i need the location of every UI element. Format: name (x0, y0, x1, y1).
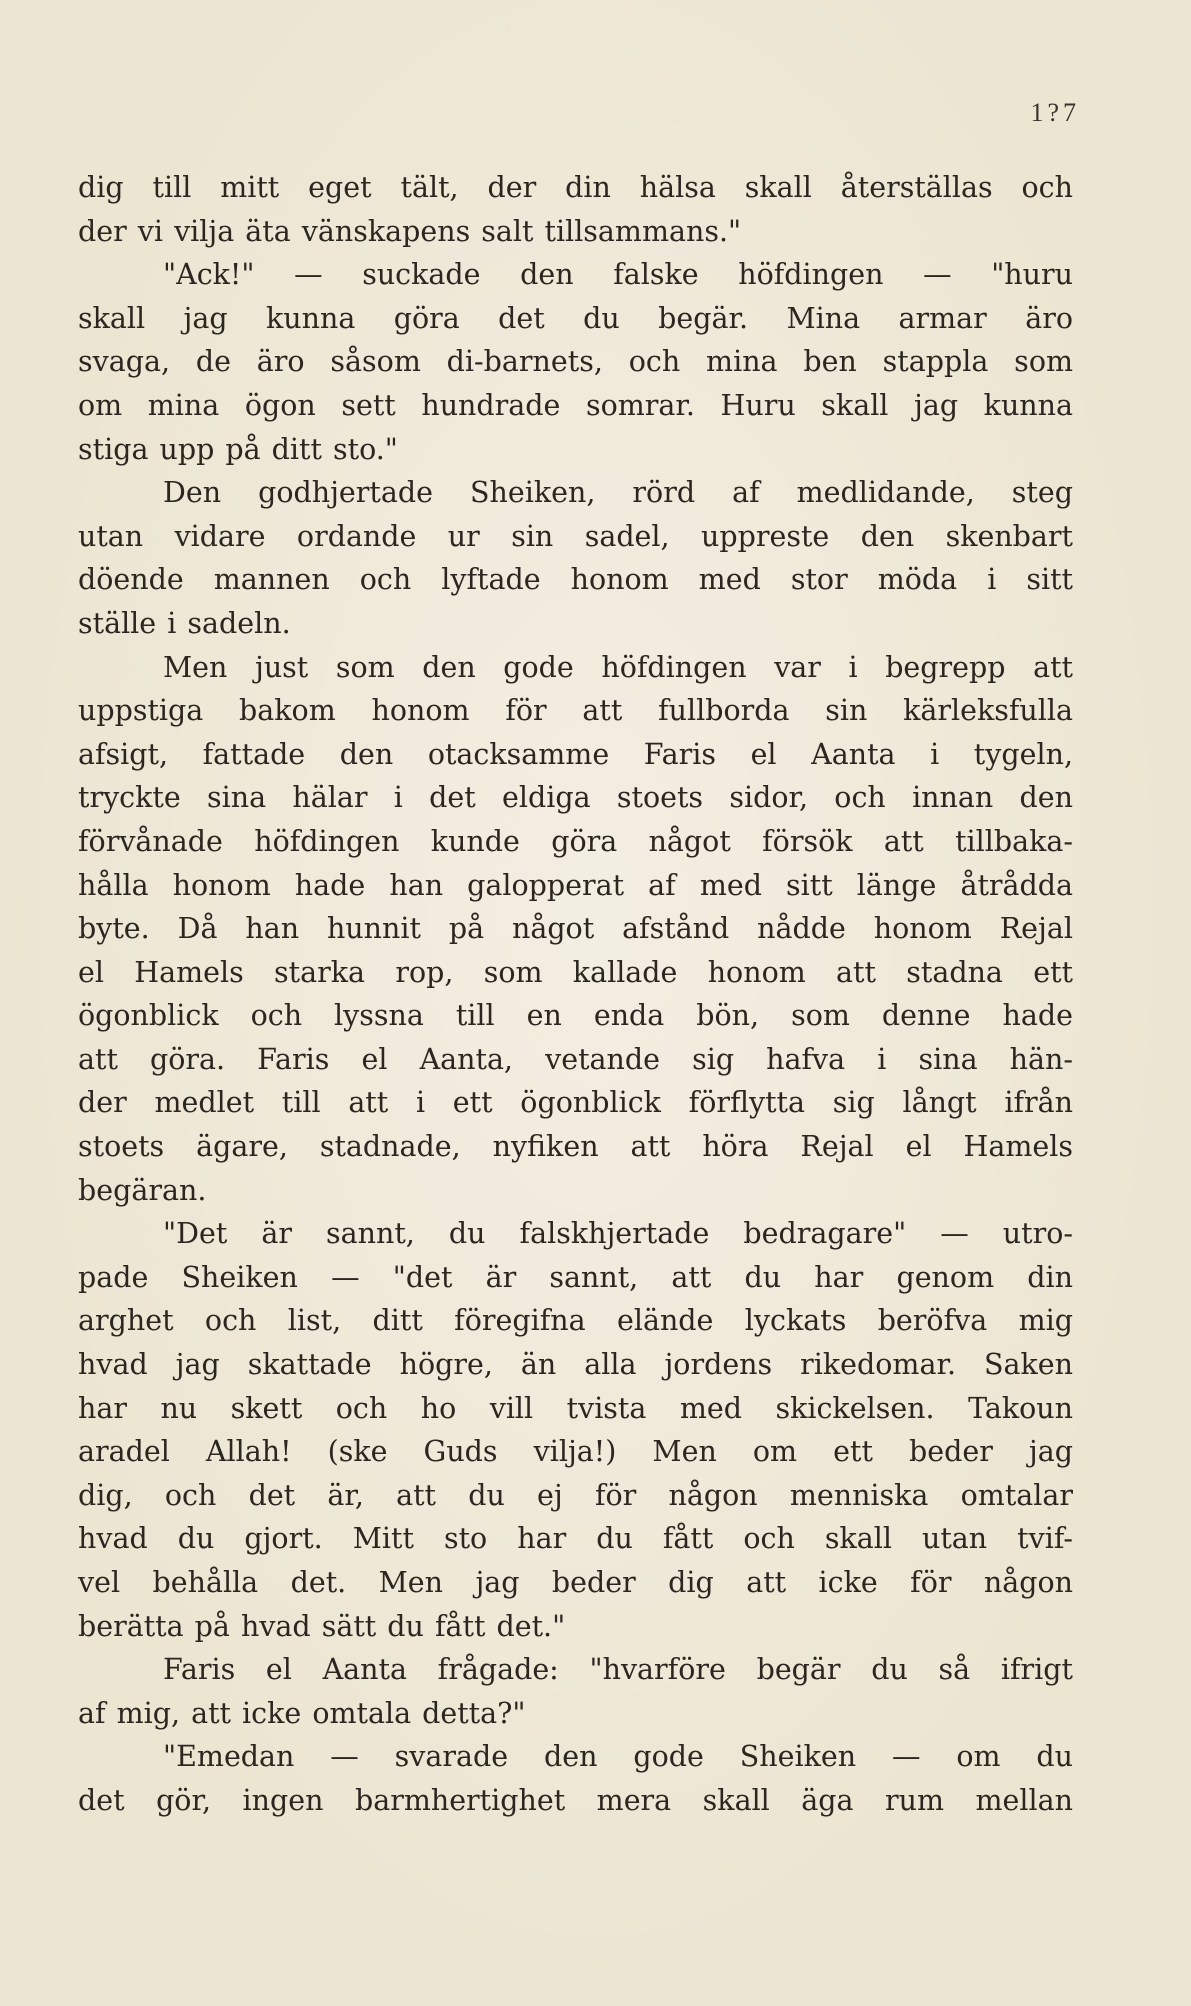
text-line: har nu skett och ho vill tvista med skickelsen. Takoun (78, 1391, 1073, 1425)
text-line: svaga, de äro såsom di-barnets, och mina ben stappla som (78, 345, 1073, 379)
text-line: berätta på hvad sätt du fått det." (78, 1609, 566, 1643)
text-line: Den godhjertade Sheiken, rörd af medlidande, steg (163, 476, 1073, 510)
text-line: döende mannen och lyftade honom med stor möda i sitt (78, 563, 1073, 597)
text-line: skall jag kunna göra det du begär. Mina armar äro (78, 301, 1073, 335)
text-line: Men just som den gode höfdingen var i begrepp att (163, 650, 1073, 684)
page-number: 1?7 (1030, 98, 1080, 127)
text-line: af mig, att icke omtala detta?" (78, 1696, 526, 1730)
text-line: hvad jag skattade högre, än alla jordens rikedomar. Saken (78, 1348, 1073, 1382)
text-line: "Ack!" — suckade den falske höfdingen — "huru (163, 258, 1073, 292)
text-line: stoets ägare, stadnade, nyfiken att höra Rejal el Hamels (78, 1130, 1073, 1164)
text-line: arghet och list, ditt föregifna elände lyckats beröfva mig (78, 1304, 1073, 1338)
text-line: der medlet till att i ett ögonblick förflytta sig långt ifrån (78, 1086, 1073, 1120)
text-line: begäran. (78, 1173, 207, 1207)
text-line: förvånade höfdingen kunde göra något försök att tillbaka- (78, 824, 1073, 858)
text-line: uppstiga bakom honom för att fullborda sin kärleksfulla (78, 694, 1073, 728)
text-line: el Hamels starka rop, som kallade honom att stadna ett (78, 955, 1073, 989)
text-line: hålla honom hade han galopperat af med sitt länge åtrådda (78, 868, 1073, 902)
text-line: tryckte sina hälar i det eldiga stoets sidor, och innan den (78, 781, 1073, 815)
text-line: der vi vilja äta vänskapens salt tillsammans." (78, 214, 742, 248)
text-line: dig, och det är, att du ej för någon menniska omtalar (78, 1478, 1073, 1512)
text-line: hvad du gjort. Mitt sto har du fått och skall utan tvif- (78, 1522, 1073, 1556)
text-line: om mina ögon sett hundrade somrar. Huru skall jag kunna (78, 388, 1073, 422)
text-line: "Emedan — svarade den gode Sheiken — om du (163, 1740, 1073, 1774)
text-line: ögonblick och lyssna till en enda bön, som denne hade (78, 999, 1073, 1033)
text-line: "Det är sannt, du falskhjertade bedragare" — utro- (163, 1217, 1073, 1251)
text-line: pade Sheiken — "det är sannt, att du har genom din (78, 1260, 1073, 1294)
text-line: dig till mitt eget tält, der din hälsa skall återställas och (78, 171, 1073, 204)
text-line: vel behålla det. Men jag beder dig att icke för någon (78, 1566, 1073, 1599)
text-line: aradel Allah! (ske Guds vilja!) Men om ett beder jag (78, 1435, 1073, 1469)
text-line: utan vidare ordande ur sin sadel, uppreste den skenbart (78, 519, 1073, 553)
text-line: att göra. Faris el Aanta, vetande sig hafva i sina hän- (78, 1042, 1073, 1076)
body-text (78, 166, 1073, 1823)
text-line: ställe i sadeln. (78, 606, 291, 640)
text-line: stiga upp på ditt sto." (78, 432, 398, 466)
text-line: det gör, ingen barmhertighet mera skall äga rum mellan (78, 1783, 1073, 1817)
text-line: byte. Då han hunnit på något afstånd nådde honom Rejal (78, 912, 1073, 946)
text-line: Faris el Aanta frågade: "hvarföre begär du så ifrigt (163, 1653, 1073, 1687)
text-line: afsigt, fattade den otacksamme Faris el Aanta i tygeln, (78, 737, 1073, 771)
